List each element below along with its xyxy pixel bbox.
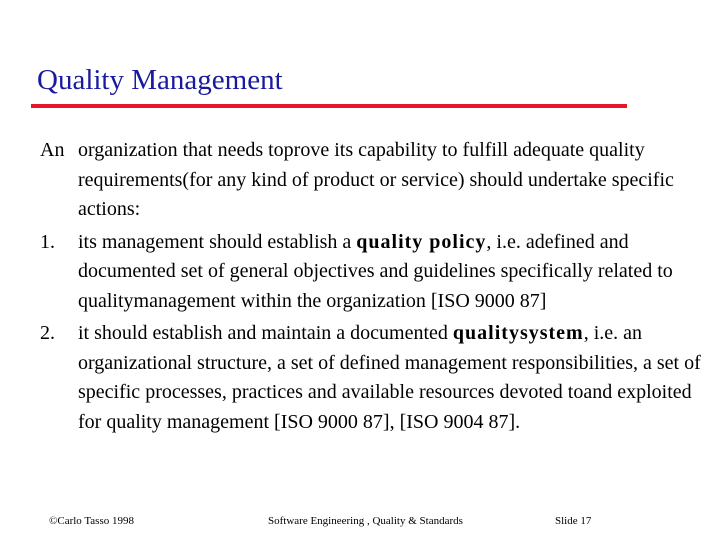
- list-item-keyword: quality policy: [356, 230, 487, 253]
- footer-course: Software Engineering , Quality & Standards: [268, 515, 463, 527]
- list-item-keyword: qualitysystem: [452, 322, 584, 344]
- list-item-text: its management should establish a: [78, 230, 357, 253]
- list-marker: 1.: [40, 230, 55, 253]
- intro-text: organization that needs toprove its capability to fulfill adequate quality requirements(for any kind of product or service) should undertake specific actions:: [78, 139, 674, 220]
- footer-slide-number: Slide 17: [555, 515, 592, 527]
- title-underline: [31, 104, 627, 108]
- slide-title: Quality Management: [37, 64, 283, 96]
- list-item-text: , i.e. an organizational structure, a set of defined management responsibilities, a set of specific processes, practices and available resources devoted toand exploited for quality management [ISO 9000 87], [ISO 9004 87].: [78, 322, 701, 433]
- slide-body: [40, 136, 705, 440]
- intro-lead-word: An: [40, 139, 65, 161]
- list-item-text: , i.e. adefined and documented set of general objectives and guidelines specifically related to qualitymanagement within the organization [ISO 9000 87]: [78, 230, 673, 312]
- list-marker: 2.: [40, 322, 55, 344]
- intro-paragraph: [40, 136, 705, 225]
- list-item: [40, 319, 705, 437]
- list-item-text: it should establish and maintain a documented: [78, 322, 453, 344]
- footer-author: ©Carlo Tasso 1998: [49, 515, 134, 527]
- list-item: [40, 228, 705, 317]
